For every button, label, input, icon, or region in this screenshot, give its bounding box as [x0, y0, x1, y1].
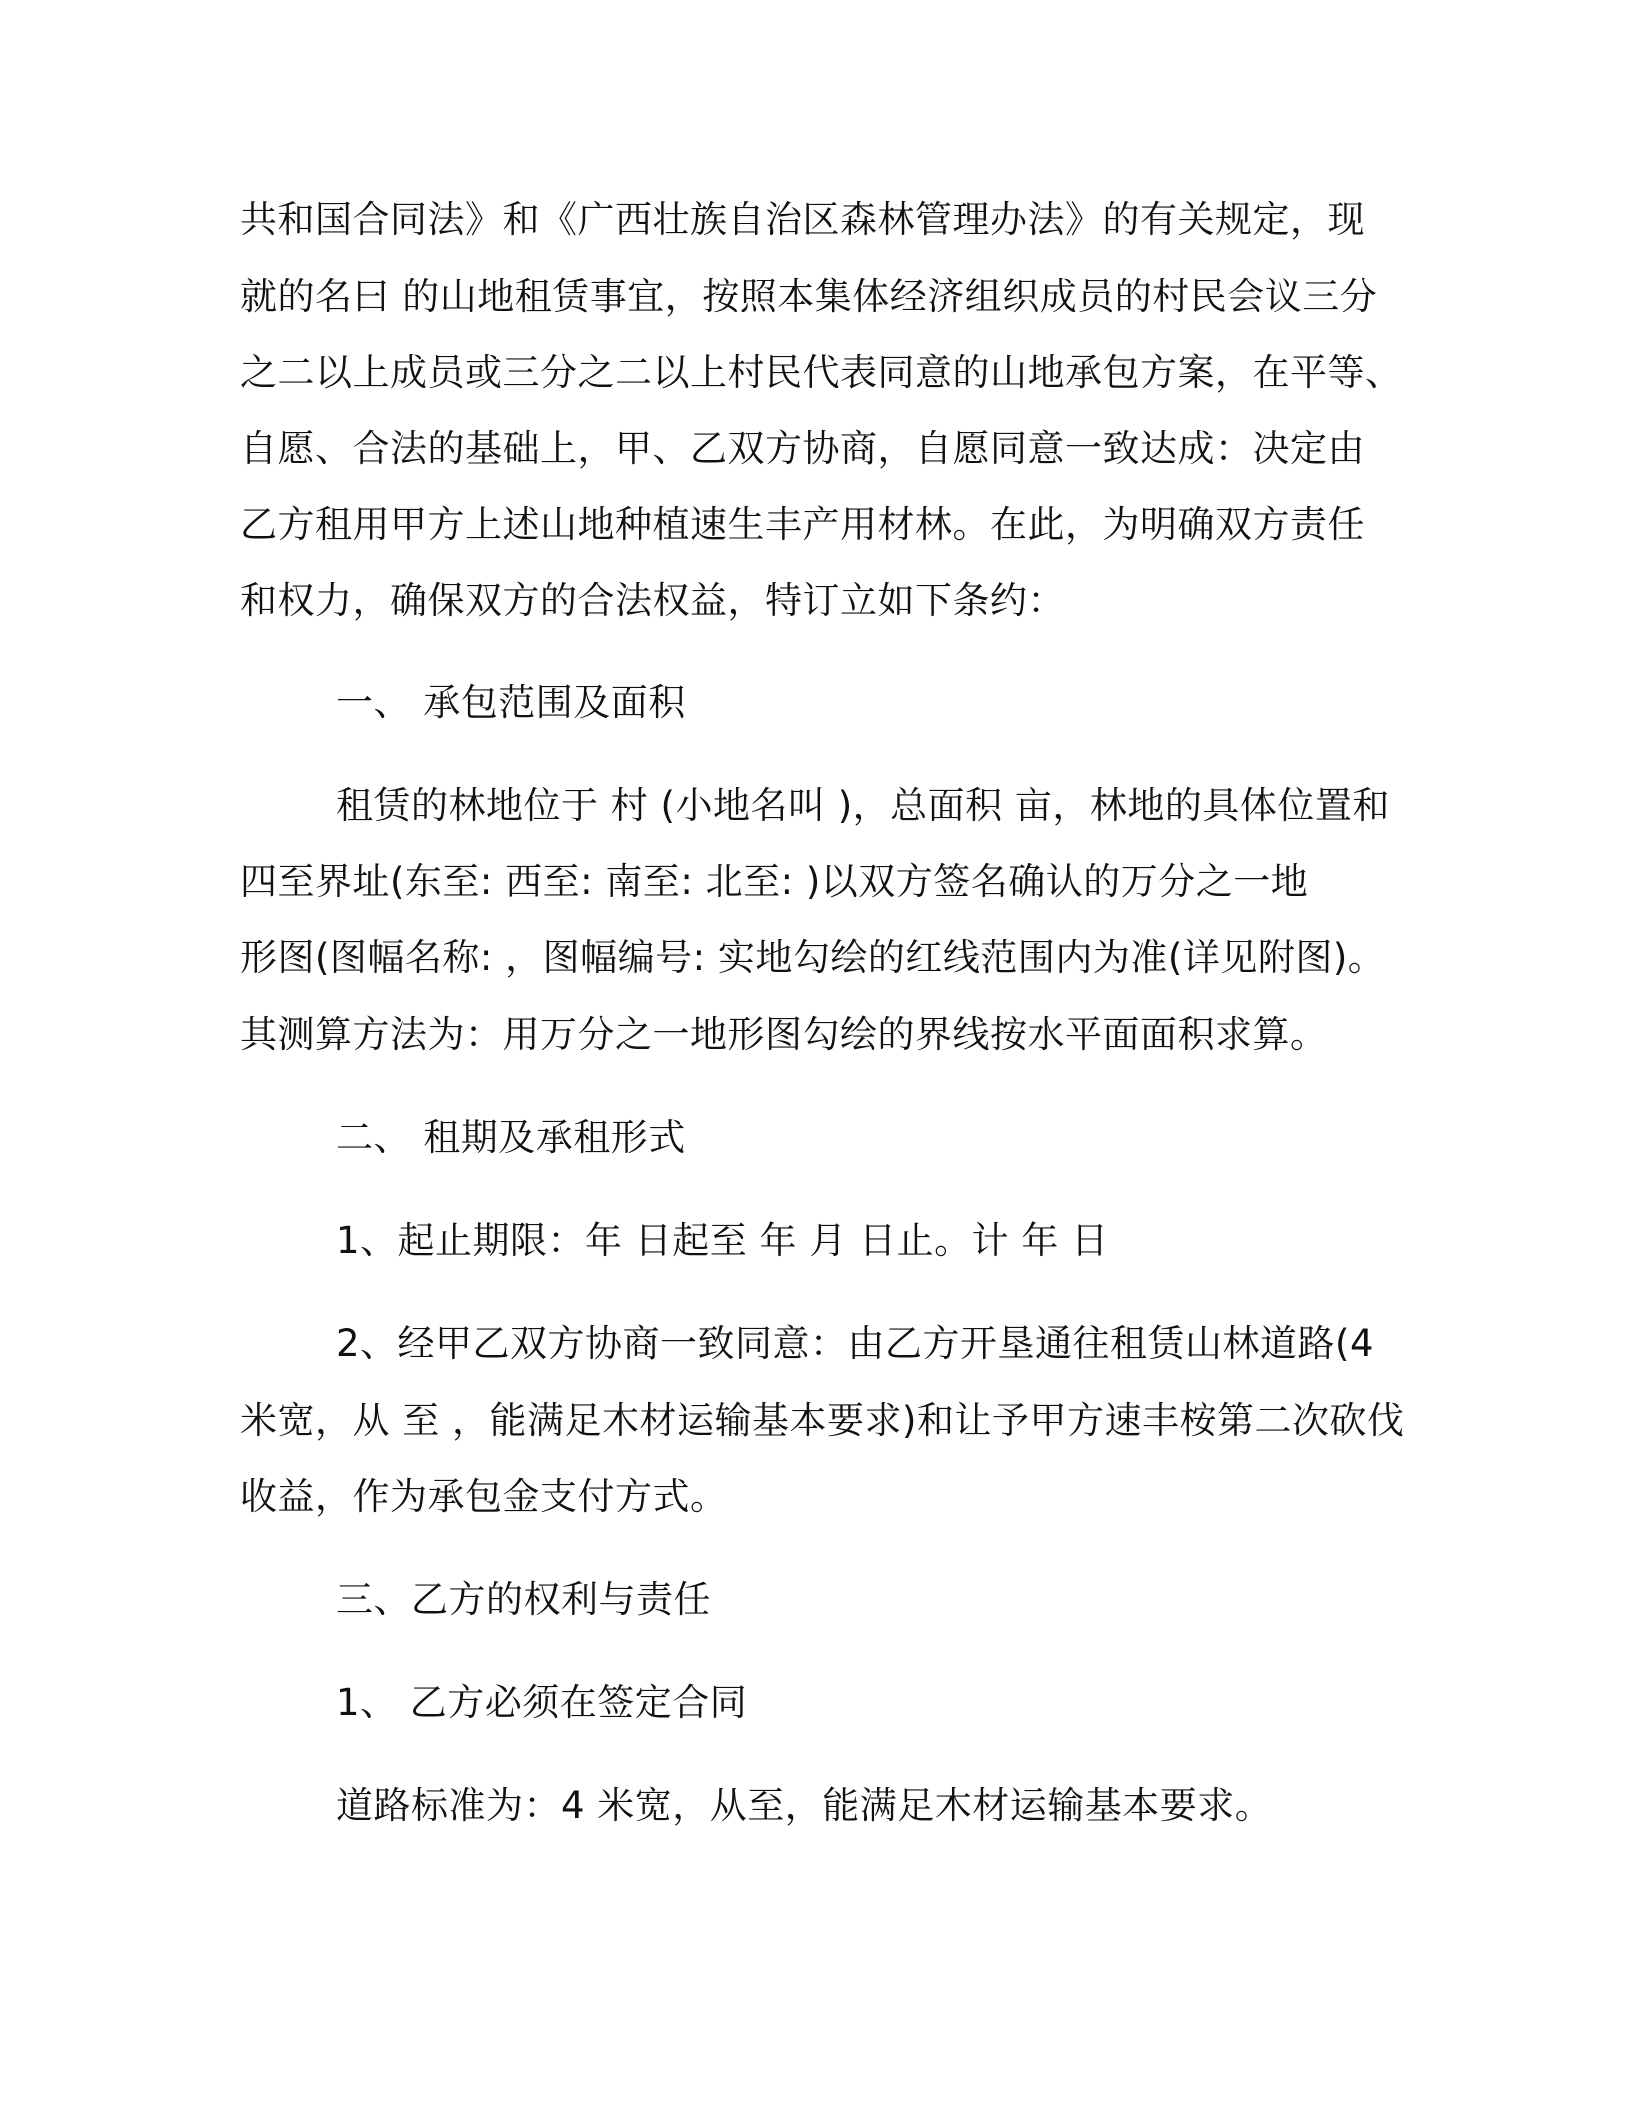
paragraph-line: 就的名曰 的山地租赁事宜，按照本集体经济组织成员的村民会议三分	[240, 275, 1378, 318]
section-heading-2: 二、 租期及承租形式	[336, 1116, 686, 1159]
paragraph-line: 共和国合同法》和《广西壮族自治区森林管理办法》的有关规定，现	[240, 198, 1365, 241]
paragraph-line: 四至界址(东至: 西至: 南至: 北至: )以双方签名确认的万分之一地	[240, 860, 1309, 903]
paragraph-line: 之二以上成员或三分之二以上村民代表同意的山地承包方案，在平等、	[240, 351, 1403, 394]
paragraph-line: 米宽，从 至 ，能满足木材运输基本要求)和让予甲方速丰桉第二次砍伐	[240, 1399, 1405, 1442]
paragraph-line: 收益，作为承包金支付方式。	[240, 1475, 728, 1518]
paragraph-line: 乙方租用甲方上述山地种植速生丰产用材林。在此，为明确双方责任	[240, 503, 1365, 546]
clause-line: 2、经甲乙双方协商一致同意：由乙方开垦通往租赁山林道路(4	[336, 1322, 1375, 1365]
clause-line: 1、起止期限：年 日起至 年 月 日止。计 年 日	[336, 1219, 1109, 1262]
section-heading-1: 一、 承包范围及面积	[336, 681, 686, 724]
paragraph-line: 形图(图幅名称: ，图幅编号: 实地勾绘的红线范围内为准(详见附图)。	[240, 936, 1386, 979]
paragraph-line: 和权力，确保双方的合法权益，特订立如下条约：	[240, 579, 1065, 622]
section-heading-3: 三、乙方的权利与责任	[336, 1578, 711, 1621]
paragraph-line: 租赁的林地位于 村 (小地名叫 )，总面积 亩，林地的具体位置和	[336, 784, 1390, 827]
paragraph-line: 自愿、合法的基础上，甲、乙双方协商，自愿同意一致达成：决定由	[240, 427, 1365, 470]
paragraph-line: 其测算方法为：用万分之一地形图勾绘的界线按水平面面积求算。	[240, 1013, 1328, 1056]
clause-line: 1、 乙方必须在签定合同	[336, 1681, 748, 1724]
clause-line: 道路标准为：4 米宽，从至，能满足木材运输基本要求。	[336, 1784, 1273, 1827]
